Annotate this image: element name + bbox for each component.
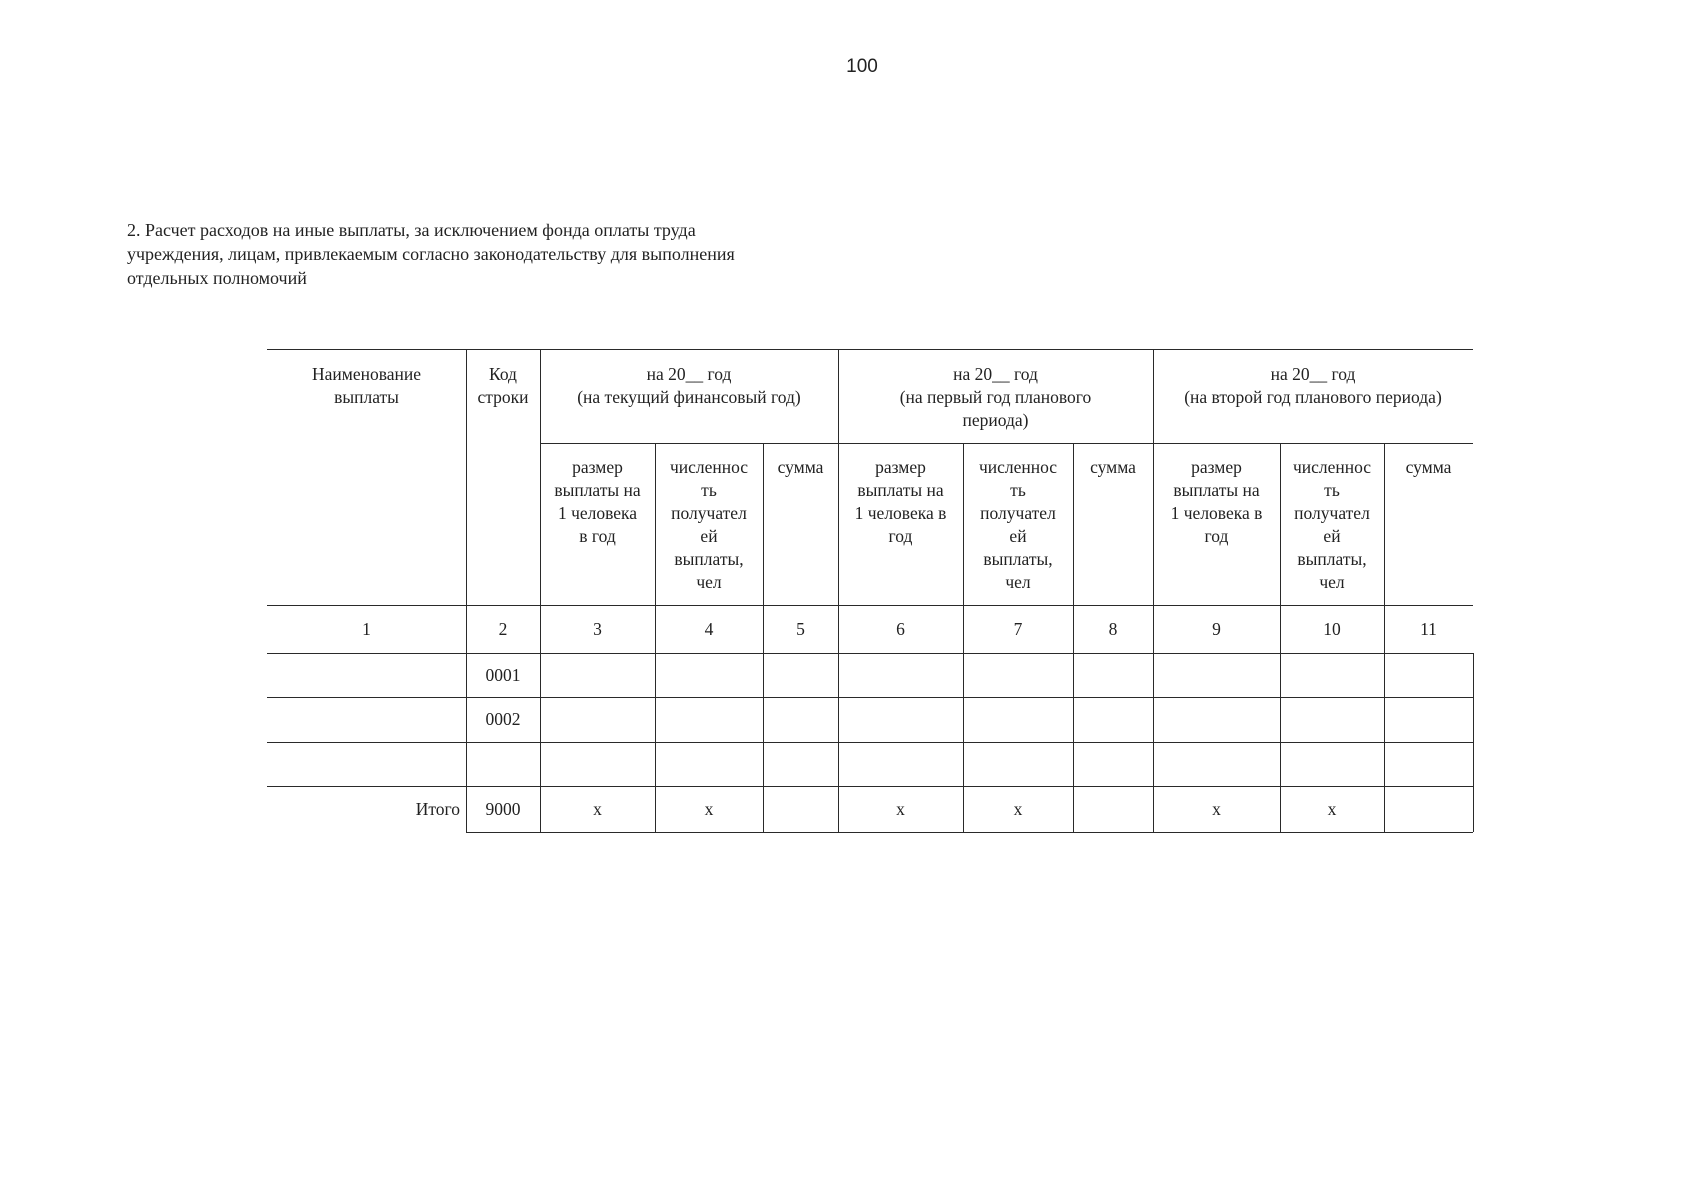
header-period-3	[1153, 349, 1473, 443]
row-value	[655, 742, 763, 786]
grid-line	[763, 443, 764, 832]
header-subcolumn-text: ть	[701, 480, 717, 500]
header-subcolumn-text: ей	[700, 526, 718, 546]
row-code	[466, 742, 540, 786]
header-subcolumn-text: чел	[696, 572, 722, 592]
header-subcolumn-text: 1 человека в	[854, 503, 947, 523]
grid-line	[267, 742, 1473, 743]
column-number	[466, 605, 540, 653]
total-value	[838, 786, 963, 832]
column-number-text: 2	[498, 618, 508, 639]
total-value	[1153, 786, 1280, 832]
row-code-text: 0002	[485, 709, 521, 729]
row-code	[466, 653, 540, 697]
header-subcolumn-text: размер	[875, 457, 926, 477]
header-subcolumn	[1073, 443, 1153, 605]
header-subcolumn-text: численнос	[669, 457, 749, 477]
header-subcolumn-text: год	[1204, 526, 1229, 546]
grid-line	[540, 443, 1473, 444]
total-value	[763, 786, 838, 832]
header-period-2-text: (на первый год планового	[899, 387, 1092, 407]
header-subcolumn-text: 1 человека	[557, 503, 638, 523]
header-subcolumn	[1153, 443, 1280, 605]
header-subcolumn-text: выплаты на	[1173, 480, 1260, 500]
header-subcolumn	[655, 443, 763, 605]
row-value	[540, 742, 655, 786]
total-value	[1280, 786, 1384, 832]
row-value	[963, 742, 1073, 786]
header-subcolumn-text: сумма	[1090, 457, 1136, 477]
header-subcolumn-text: сумма	[777, 457, 824, 477]
row-value	[838, 697, 963, 742]
header-subcolumn-text: получател	[980, 503, 1056, 523]
row-value	[1073, 742, 1153, 786]
header-subcolumn-text: чел	[1319, 572, 1345, 592]
row-value	[1280, 742, 1384, 786]
grid-line	[838, 349, 839, 832]
row-name	[267, 653, 466, 697]
grid-line	[1153, 349, 1154, 832]
row-value	[655, 697, 763, 742]
total-value	[1384, 786, 1473, 832]
header-subcolumn-text: выплаты на	[857, 480, 944, 500]
header-payment-name	[267, 349, 466, 605]
header-subcolumn-text: год	[888, 526, 913, 546]
grid-line	[267, 697, 1473, 698]
grid-line	[540, 349, 541, 832]
header-period-1	[540, 349, 838, 443]
header-subcolumn-text: ей	[1323, 526, 1341, 546]
total-value-text: x	[1212, 798, 1221, 819]
row-value	[963, 697, 1073, 742]
header-period-3-text: на 20__ год	[1270, 364, 1356, 384]
row-value	[763, 653, 838, 697]
column-number	[655, 605, 763, 653]
row-name	[267, 742, 466, 786]
total-code-text: 9000	[485, 798, 521, 819]
header-subcolumn-text: получател	[671, 503, 747, 523]
total-value	[655, 786, 763, 832]
header-line-code	[466, 349, 540, 605]
header-period-2-text: на 20__ год	[953, 364, 1038, 384]
column-number	[267, 605, 466, 653]
column-number-text: 1	[362, 618, 371, 639]
grid-line	[655, 443, 656, 832]
header-subcolumn-text: выплаты,	[674, 549, 744, 569]
row-value	[655, 653, 763, 697]
row-value	[540, 697, 655, 742]
grid-line	[267, 786, 1473, 787]
grid-line	[267, 653, 1473, 654]
total-value-text: x	[1013, 798, 1023, 819]
header-subcolumn-text: размер	[1191, 457, 1242, 477]
column-number-text: 5	[796, 618, 805, 639]
column-number-text: 11	[1420, 618, 1437, 639]
header-line-code-text: Код	[489, 364, 517, 384]
row-value	[963, 653, 1073, 697]
row-value	[838, 742, 963, 786]
column-number-text: 9	[1212, 618, 1221, 639]
column-number	[838, 605, 963, 653]
header-subcolumn-text: выплаты,	[1297, 549, 1367, 569]
header-payment-name-text: выплаты	[334, 387, 399, 407]
grid-line	[963, 443, 964, 832]
header-subcolumn	[540, 443, 655, 605]
column-number	[540, 605, 655, 653]
column-number-text: 7	[1013, 618, 1023, 639]
header-subcolumn-text: ть	[1324, 480, 1340, 500]
header-subcolumn-text: получател	[1294, 503, 1370, 523]
heading-line: отдельных полномочий	[127, 268, 307, 288]
row-value	[1153, 742, 1280, 786]
header-period-2	[838, 349, 1153, 443]
total-value	[1073, 786, 1153, 832]
header-subcolumn-text: 1 человека в	[1170, 503, 1263, 523]
total-label-text: Итого	[415, 798, 460, 819]
grid-line	[267, 349, 1473, 350]
total-value-text: x	[704, 798, 714, 819]
row-value	[1384, 653, 1473, 697]
column-number	[1153, 605, 1280, 653]
row-value	[1280, 653, 1384, 697]
grid-line	[1280, 443, 1281, 832]
grid-line	[1073, 443, 1074, 832]
column-number	[1073, 605, 1153, 653]
column-number	[963, 605, 1073, 653]
total-value	[963, 786, 1073, 832]
row-code	[466, 697, 540, 742]
column-number	[1280, 605, 1384, 653]
total-label	[267, 786, 466, 832]
header-subcolumn	[963, 443, 1073, 605]
heading-line: 2. Расчет расходов на иные выплаты, за исключением фонда оплаты труда	[127, 220, 696, 240]
header-subcolumn-text: численнос	[1292, 457, 1372, 477]
row-value	[1153, 653, 1280, 697]
header-subcolumn-text: чел	[1005, 572, 1031, 592]
header-period-1-text: на 20__ год	[646, 364, 732, 384]
grid-line	[466, 832, 1473, 833]
header-period-3-text: (на второй год планового периода)	[1184, 387, 1442, 407]
row-value	[1384, 742, 1473, 786]
total-value-text: x	[1327, 798, 1337, 819]
row-value	[1153, 697, 1280, 742]
column-number-text: 10	[1323, 618, 1341, 639]
header-payment-name-text: Наименование	[311, 364, 422, 384]
row-value	[1073, 697, 1153, 742]
row-value	[1384, 697, 1473, 742]
header-subcolumn-text: выплаты на	[554, 480, 641, 500]
header-subcolumn	[763, 443, 838, 605]
header-subcolumn-text: ть	[1010, 480, 1026, 500]
grid-line	[1473, 653, 1474, 832]
header-subcolumn	[1384, 443, 1473, 605]
header-line-code-text: строки	[477, 387, 529, 407]
total-value	[540, 786, 655, 832]
row-value	[763, 742, 838, 786]
total-code	[466, 786, 540, 832]
column-number-text: 3	[593, 618, 602, 639]
grid-line	[466, 349, 467, 832]
column-number-text: 8	[1108, 618, 1118, 639]
header-subcolumn-text: ей	[1009, 526, 1027, 546]
header-subcolumn-text: в год	[579, 526, 616, 546]
header-subcolumn-text: численнос	[978, 457, 1058, 477]
row-name	[267, 697, 466, 742]
header-subcolumn-text: сумма	[1405, 457, 1452, 477]
row-value	[763, 697, 838, 742]
total-value-text: x	[896, 798, 905, 819]
header-subcolumn-text: выплаты,	[983, 549, 1053, 569]
row-value	[1280, 697, 1384, 742]
column-number-text: 6	[896, 618, 905, 639]
header-subcolumn	[1280, 443, 1384, 605]
page-number: 100	[846, 56, 878, 77]
header-period-2-text: периода)	[962, 410, 1029, 430]
column-number	[763, 605, 838, 653]
column-number	[1384, 605, 1473, 653]
grid-line	[267, 605, 1473, 606]
row-value	[1073, 653, 1153, 697]
row-code-text: 0001	[485, 664, 521, 685]
header-subcolumn	[838, 443, 963, 605]
row-value	[540, 653, 655, 697]
heading-line: учреждения, лицам, привлекаемым согласно законодательству для выполнения	[127, 244, 735, 264]
header-period-1-text: (на текущий финансовый год)	[577, 387, 801, 407]
total-value-text: x	[593, 798, 602, 819]
grid-line	[1384, 443, 1385, 832]
column-number-text: 4	[704, 618, 714, 639]
header-subcolumn-text: размер	[572, 457, 623, 477]
row-value	[838, 653, 963, 697]
